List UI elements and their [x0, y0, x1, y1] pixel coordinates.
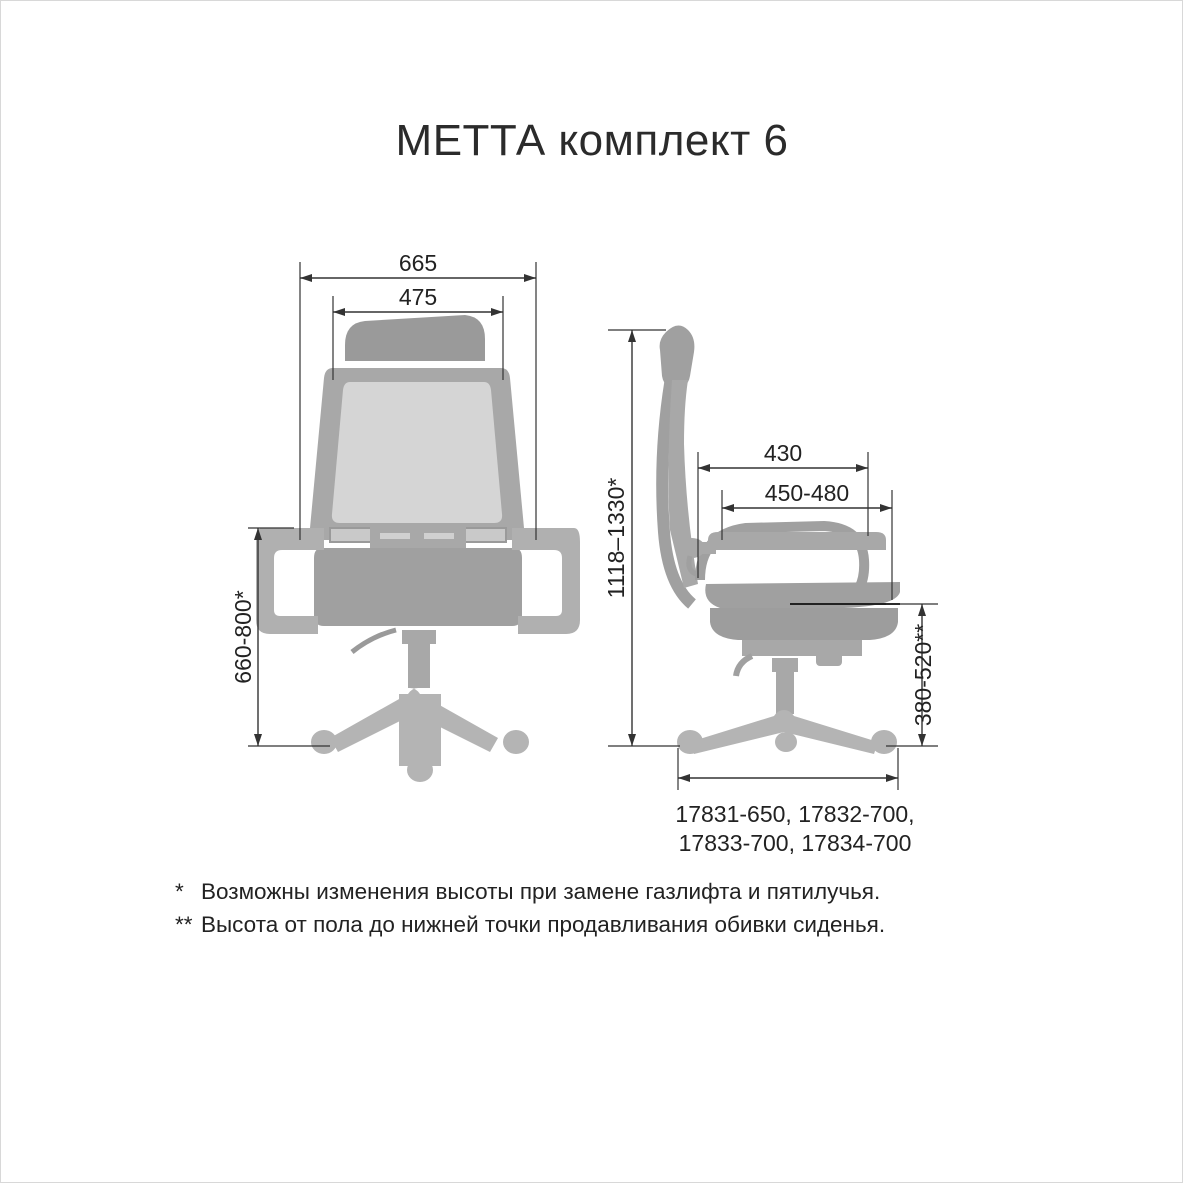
product-codes-line-1: 17831-650, 17832-700,	[675, 801, 915, 827]
page-title: МЕТТА комплект 6	[395, 116, 789, 165]
dim-665-label: 665	[398, 250, 438, 276]
footnote-1	[175, 875, 1075, 908]
dim-430	[698, 440, 868, 578]
footnote-2	[175, 908, 1075, 941]
footnote-2-mark: **	[175, 912, 193, 937]
dim-475-label: 475	[398, 284, 438, 310]
dim-base-width	[678, 748, 898, 790]
footnote-2-text: Высота от пола до нижней точки продавливания обивки сиденья.	[201, 912, 886, 937]
footnotes	[175, 875, 1075, 941]
footnote-1-text: Возможны изменения высоты при замене газлифта и пятилучья.	[201, 879, 881, 904]
dim-660-800-label: 660-800*	[230, 590, 256, 684]
dim-1118-1330-label: 1118–1330*	[603, 477, 629, 599]
front-view-chair	[256, 315, 580, 782]
dim-430-label: 430	[763, 440, 803, 466]
dim-450-480-label: 450-480	[764, 480, 850, 506]
product-codes-line-2: 17833-700, 17834-700	[678, 830, 912, 856]
footnote-1-mark: *	[175, 879, 184, 904]
side-view-chair	[660, 325, 900, 754]
dim-380-520-label: 380-520**	[910, 623, 936, 727]
